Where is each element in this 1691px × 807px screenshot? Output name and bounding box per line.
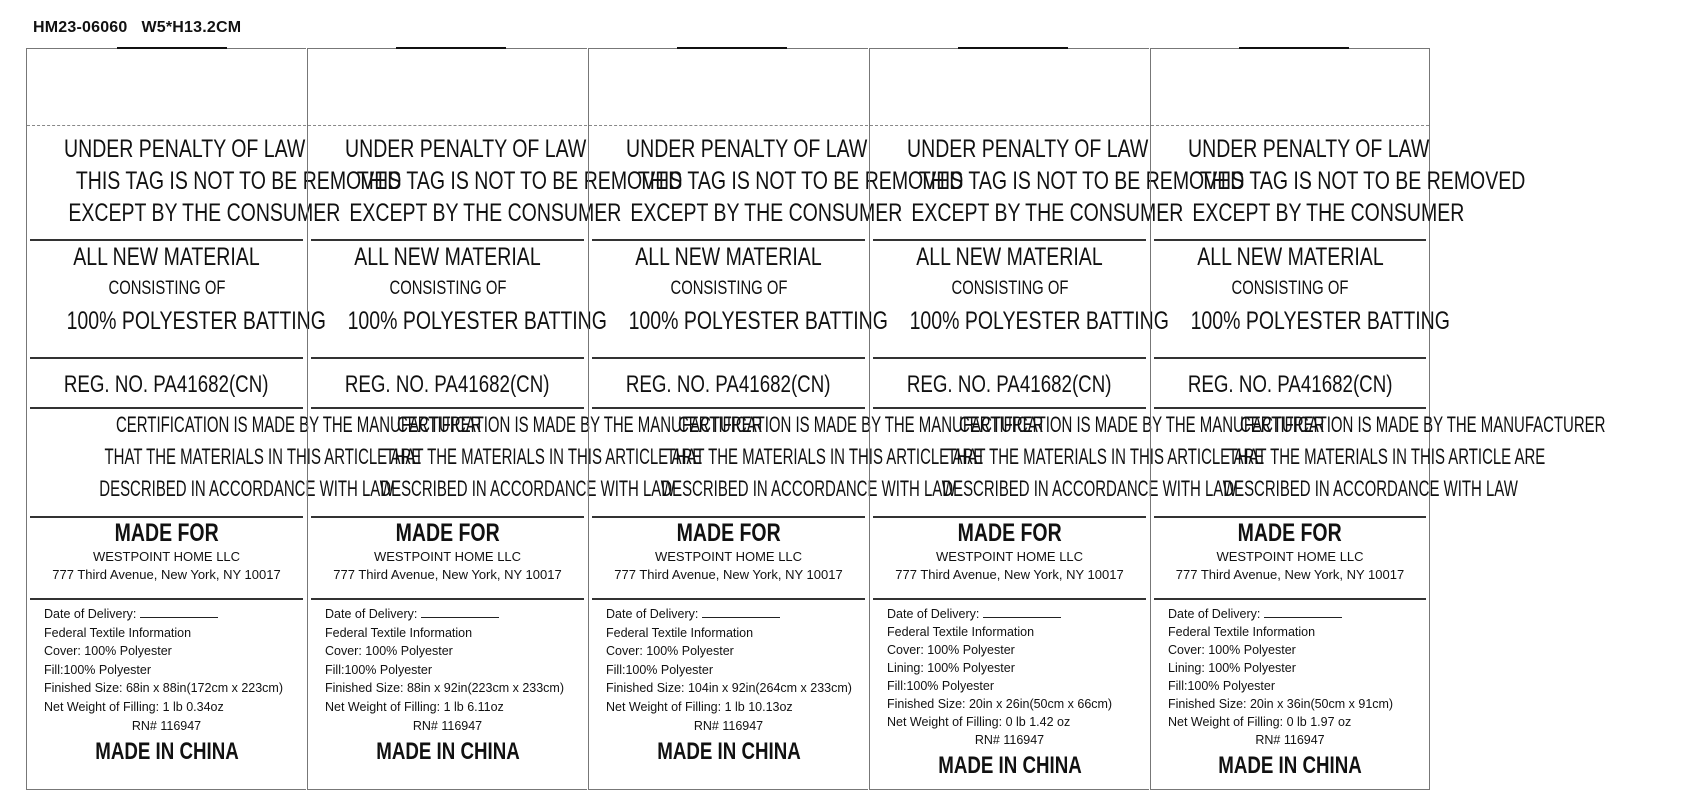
material-heading: ALL NEW MATERIAL bbox=[73, 243, 260, 271]
certification-line: DESCRIBED IN ACCORDANCE WITH LAW bbox=[380, 476, 675, 501]
warning-line: EXCEPT BY THE CONSUMER bbox=[1192, 199, 1465, 227]
textile-info bbox=[606, 605, 865, 767]
registration-section bbox=[873, 359, 1146, 409]
certification-section bbox=[873, 409, 1325, 518]
delivery-date-blank bbox=[702, 605, 780, 618]
delivery-date-field bbox=[325, 605, 584, 624]
warning-section bbox=[311, 133, 683, 241]
company-name: WESTPOINT HOME LLC bbox=[935, 549, 1084, 564]
warning-line: THIS TAG IS NOT TO BE REMOVED bbox=[356, 167, 683, 195]
textile-info-line: Federal Textile Information bbox=[606, 625, 754, 640]
warning-line: EXCEPT BY THE CONSUMER bbox=[349, 199, 622, 227]
certification-line: DESCRIBED IN ACCORDANCE WITH LAW bbox=[661, 476, 956, 501]
delivery-date-blank bbox=[1264, 605, 1342, 618]
rn-number: RN# 116947 bbox=[693, 718, 764, 733]
warning-line: THIS TAG IS NOT TO BE REMOVED bbox=[637, 167, 964, 195]
certification-section bbox=[1154, 409, 1606, 518]
fold-line bbox=[308, 125, 587, 126]
certification-line: CERTIFICATION IS MADE BY THE MANUFACTURER bbox=[1239, 412, 1606, 437]
registration-section bbox=[30, 359, 303, 409]
registration-section bbox=[1154, 359, 1426, 409]
material-subheading: CONSISTING OF bbox=[389, 278, 506, 299]
textile-info-line: Fill:100% Polyester bbox=[606, 662, 713, 677]
registration-number: REG. NO. PA41682(CN) bbox=[1187, 371, 1393, 398]
warning-line: EXCEPT BY THE CONSUMER bbox=[68, 199, 341, 227]
registration-number: REG. NO. PA41682(CN) bbox=[64, 371, 269, 398]
rn-number: RN# 116947 bbox=[1255, 733, 1325, 747]
registration-section bbox=[311, 359, 584, 409]
company-name: WESTPOINT HOME LLC bbox=[654, 549, 803, 564]
material-section bbox=[30, 241, 326, 359]
textile-info-line: Lining: 100% Polyester bbox=[1168, 661, 1296, 675]
textile-info-line: Finished Size: 88in x 92in(223cm x 233cm) bbox=[325, 681, 565, 696]
registration-section bbox=[592, 359, 865, 409]
certification-line: CERTIFICATION IS MADE BY THE MANUFACTURER bbox=[677, 412, 1044, 437]
material-section bbox=[873, 241, 1169, 359]
tag-sheet bbox=[26, 48, 1606, 792]
delivery-date-blank bbox=[140, 605, 218, 618]
origin-text: MADE IN CHINA bbox=[375, 738, 520, 766]
textile-info-line: Finished Size: 20in x 26in(50cm x 66cm) bbox=[887, 697, 1113, 711]
material-content: 100% POLYESTER BATTING bbox=[347, 307, 607, 335]
made-for-section bbox=[1154, 518, 1426, 600]
made-for-section bbox=[873, 518, 1146, 600]
certification-line: DESCRIBED IN ACCORDANCE WITH LAW bbox=[99, 476, 394, 501]
company-name: WESTPOINT HOME LLC bbox=[373, 549, 522, 564]
textile-info-line: Federal Textile Information bbox=[1168, 625, 1316, 639]
origin-text: MADE IN CHINA bbox=[94, 738, 239, 766]
warning-line: UNDER PENALTY OF LAW bbox=[64, 135, 306, 163]
warning-line: THIS TAG IS NOT TO BE REMOVED bbox=[1199, 167, 1526, 195]
textile-info-line: Federal Textile Information bbox=[325, 625, 473, 640]
certification-line: CERTIFICATION IS MADE BY THE MANUFACTURER bbox=[396, 412, 763, 437]
textile-info-line: Federal Textile Information bbox=[44, 625, 192, 640]
warning-section bbox=[30, 133, 402, 241]
country-of-origin bbox=[325, 737, 570, 767]
company-name: WESTPOINT HOME LLC bbox=[1216, 549, 1364, 564]
material-heading: ALL NEW MATERIAL bbox=[916, 243, 1103, 271]
fold-line bbox=[27, 125, 306, 126]
textile-info-line: Fill:100% Polyester bbox=[44, 662, 151, 677]
made-for-title: MADE FOR bbox=[957, 519, 1062, 547]
textile-info-line: Cover: 100% Polyester bbox=[44, 644, 172, 659]
certification-line: DESCRIBED IN ACCORDANCE WITH LAW bbox=[942, 476, 1237, 501]
warning-line: EXCEPT BY THE CONSUMER bbox=[630, 199, 903, 227]
warning-section bbox=[873, 133, 1245, 241]
delivery-date-label: Date of Delivery: bbox=[887, 607, 980, 621]
warning-line: UNDER PENALTY OF LAW bbox=[907, 135, 1149, 163]
made-for-section bbox=[592, 518, 865, 600]
fold-line bbox=[870, 125, 1149, 126]
cut-mark bbox=[677, 47, 787, 49]
document-header bbox=[33, 19, 241, 37]
material-content: 100% POLYESTER BATTING bbox=[909, 307, 1169, 335]
company-address: 777 Third Avenue, New York, NY 10017 bbox=[1175, 567, 1405, 582]
material-subheading: CONSISTING OF bbox=[670, 278, 787, 299]
certification-line: DESCRIBED IN ACCORDANCE WITH LAW bbox=[1223, 476, 1518, 501]
registration-number: REG. NO. PA41682(CN) bbox=[345, 371, 550, 398]
textile-info-line: Net Weight of Filling: 1 lb 10.13oz bbox=[606, 699, 793, 714]
textile-info-line: Cover: 100% Polyester bbox=[606, 644, 734, 659]
country-of-origin bbox=[44, 737, 289, 767]
material-heading: ALL NEW MATERIAL bbox=[635, 243, 822, 271]
cut-mark bbox=[117, 47, 227, 49]
made-for-title: MADE FOR bbox=[1237, 519, 1342, 547]
delivery-date-blank bbox=[983, 605, 1061, 618]
delivery-date-blank bbox=[421, 605, 499, 618]
rn-number: RN# 116947 bbox=[412, 718, 483, 733]
fold-line bbox=[589, 125, 868, 126]
origin-text: MADE IN CHINA bbox=[937, 752, 1082, 779]
textile-info bbox=[887, 605, 1146, 781]
law-tag bbox=[1150, 48, 1606, 790]
certification-line: THAT THE MATERIALS IN THIS ARTICLE ARE bbox=[666, 444, 984, 469]
certification-line: CERTIFICATION IS MADE BY THE MANUFACTURER bbox=[958, 412, 1325, 437]
textile-info-line: Cover: 100% Polyester bbox=[887, 643, 1015, 657]
textile-info-line: Net Weight of Filling: 1 lb 6.11oz bbox=[325, 699, 504, 714]
textile-info bbox=[325, 605, 584, 767]
textile-info-line: Federal Textile Information bbox=[887, 625, 1035, 639]
material-subheading: CONSISTING OF bbox=[108, 278, 225, 299]
textile-info-line: Cover: 100% Polyester bbox=[325, 644, 453, 659]
company-address: 777 Third Avenue, New York, NY 10017 bbox=[52, 567, 281, 582]
material-section bbox=[592, 241, 888, 359]
warning-line: EXCEPT BY THE CONSUMER bbox=[911, 199, 1184, 227]
delivery-date-field bbox=[44, 605, 303, 624]
material-heading: ALL NEW MATERIAL bbox=[354, 243, 541, 271]
rn-number: RN# 116947 bbox=[974, 733, 1045, 747]
warning-section bbox=[1154, 133, 1526, 241]
company-address: 777 Third Avenue, New York, NY 10017 bbox=[614, 567, 843, 582]
delivery-date-label: Date of Delivery: bbox=[325, 607, 418, 621]
delivery-date-field bbox=[887, 605, 1146, 623]
tag-size: W5*H13.2CM bbox=[141, 19, 242, 36]
textile-info-line: Finished Size: 20in x 36in(50cm x 91cm) bbox=[1168, 697, 1394, 711]
warning-line: THIS TAG IS NOT TO BE REMOVED bbox=[75, 167, 402, 195]
textile-info-line: Fill:100% Polyester bbox=[325, 662, 432, 677]
country-of-origin bbox=[606, 737, 851, 767]
textile-info-line: Finished Size: 68in x 88in(172cm x 223cm) bbox=[44, 681, 284, 696]
certification-section bbox=[30, 409, 482, 518]
company-address: 777 Third Avenue, New York, NY 10017 bbox=[333, 567, 562, 582]
textile-info-line: Fill:100% Polyester bbox=[1168, 679, 1275, 693]
textile-info-line: Lining: 100% Polyester bbox=[887, 661, 1015, 675]
fold-line bbox=[1151, 125, 1429, 126]
country-of-origin bbox=[887, 751, 1132, 781]
made-for-section bbox=[311, 518, 584, 600]
textile-info bbox=[1168, 605, 1426, 781]
material-content: 100% POLYESTER BATTING bbox=[628, 307, 888, 335]
company-address: 777 Third Avenue, New York, NY 10017 bbox=[895, 567, 1124, 582]
origin-text: MADE IN CHINA bbox=[656, 738, 801, 766]
certification-line: THAT THE MATERIALS IN THIS ARTICLE ARE bbox=[947, 444, 1265, 469]
delivery-date-label: Date of Delivery: bbox=[1168, 607, 1261, 621]
warning-line: UNDER PENALTY OF LAW bbox=[626, 135, 868, 163]
textile-info-line: Net Weight of Filling: 0 lb 1.97 oz bbox=[1168, 715, 1352, 729]
company-name: WESTPOINT HOME LLC bbox=[92, 549, 241, 564]
registration-number: REG. NO. PA41682(CN) bbox=[626, 371, 831, 398]
material-subheading: CONSISTING OF bbox=[1231, 278, 1349, 299]
warning-line: THIS TAG IS NOT TO BE REMOVED bbox=[918, 167, 1245, 195]
made-for-title: MADE FOR bbox=[676, 519, 781, 547]
made-for-section bbox=[30, 518, 303, 600]
made-for-title: MADE FOR bbox=[114, 519, 219, 547]
certification-line: THAT THE MATERIALS IN THIS ARTICLE ARE bbox=[385, 444, 703, 469]
certification-line: THAT THE MATERIALS IN THIS ARTICLE ARE bbox=[1228, 444, 1546, 469]
rn-number: RN# 116947 bbox=[131, 718, 202, 733]
cut-mark bbox=[958, 47, 1068, 49]
registration-number: REG. NO. PA41682(CN) bbox=[907, 371, 1112, 398]
delivery-date-field bbox=[606, 605, 865, 624]
warning-line: UNDER PENALTY OF LAW bbox=[345, 135, 587, 163]
textile-info bbox=[44, 605, 303, 767]
cut-mark bbox=[396, 47, 506, 49]
product-code: HM23-06060 bbox=[33, 19, 128, 36]
material-content: 100% POLYESTER BATTING bbox=[66, 307, 326, 335]
certification-line: CERTIFICATION IS MADE BY THE MANUFACTURER bbox=[115, 412, 482, 437]
delivery-date-field bbox=[1168, 605, 1426, 623]
textile-info-line: Net Weight of Filling: 1 lb 0.34oz bbox=[44, 699, 224, 714]
warning-line: UNDER PENALTY OF LAW bbox=[1188, 135, 1430, 163]
textile-info-line: Finished Size: 104in x 92in(264cm x 233cm) bbox=[606, 681, 852, 696]
material-section bbox=[1154, 241, 1450, 359]
material-heading: ALL NEW MATERIAL bbox=[1196, 243, 1384, 271]
certification-section bbox=[592, 409, 1044, 518]
certification-section bbox=[311, 409, 763, 518]
country-of-origin bbox=[1168, 751, 1412, 781]
material-subheading: CONSISTING OF bbox=[951, 278, 1068, 299]
certification-line: THAT THE MATERIALS IN THIS ARTICLE ARE bbox=[104, 444, 422, 469]
cut-mark bbox=[1239, 47, 1349, 49]
textile-info-line: Cover: 100% Polyester bbox=[1168, 643, 1296, 657]
origin-text: MADE IN CHINA bbox=[1218, 752, 1362, 779]
delivery-date-label: Date of Delivery: bbox=[44, 607, 137, 621]
delivery-date-label: Date of Delivery: bbox=[606, 607, 699, 621]
material-section bbox=[311, 241, 607, 359]
textile-info-line: Fill:100% Polyester bbox=[887, 679, 994, 693]
textile-info-line: Net Weight of Filling: 0 lb 1.42 oz bbox=[887, 715, 1071, 729]
made-for-title: MADE FOR bbox=[395, 519, 500, 547]
warning-section bbox=[592, 133, 964, 241]
material-content: 100% POLYESTER BATTING bbox=[1190, 307, 1450, 335]
